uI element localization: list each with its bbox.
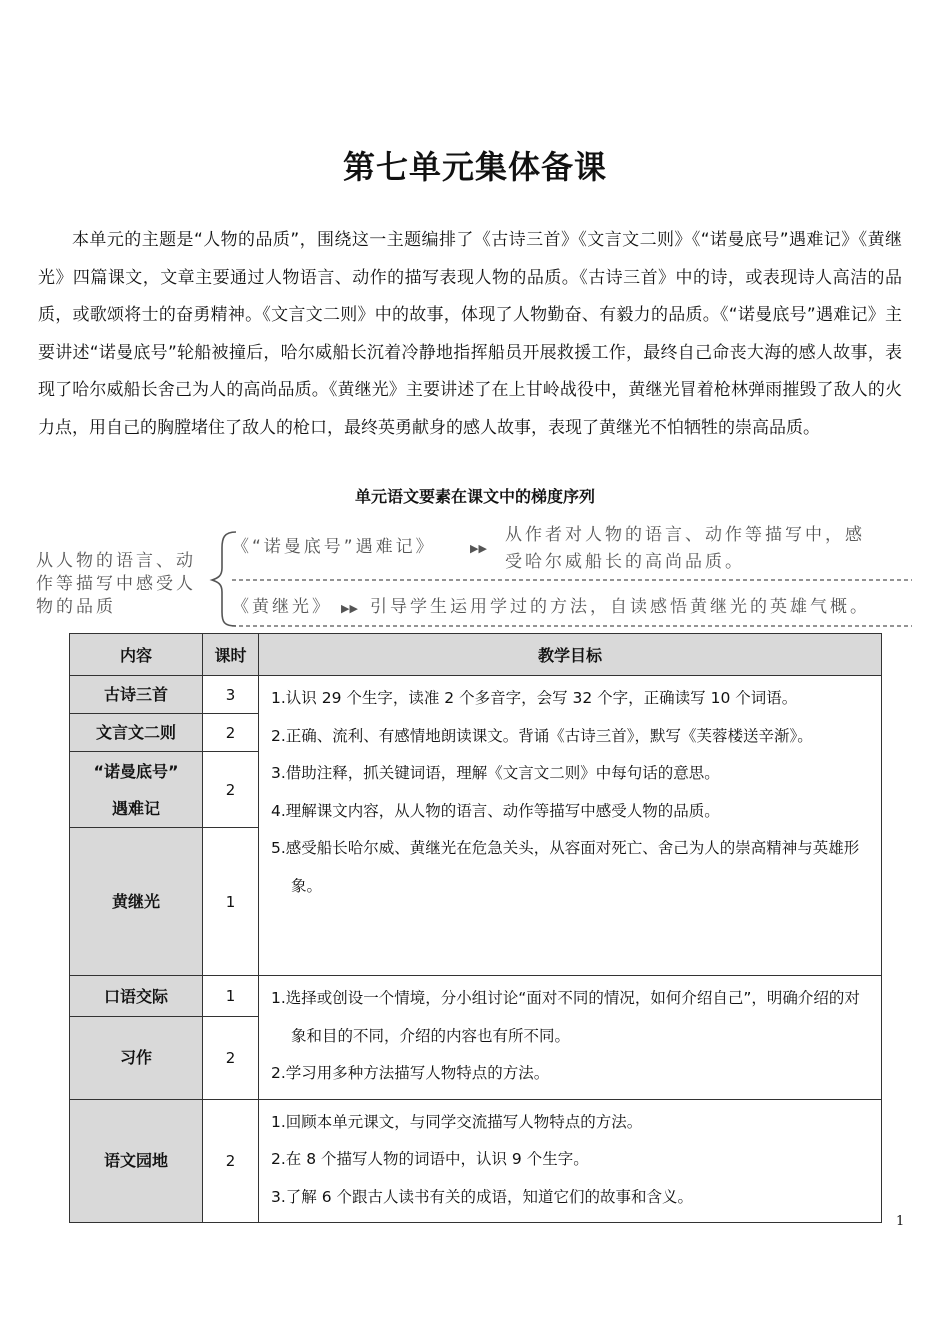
lesson-hours: 1 [203,828,259,976]
lesson-name-line: 遇难记 [111,798,160,818]
lesson-hours: 3 [203,676,259,714]
table-row [70,1099,882,1223]
branch1-line: 受哈尔威船长的高尚品质。 [505,552,745,572]
goals-cell [259,676,882,976]
lesson-name: 语文园地 [70,1099,203,1223]
lesson-hours: 2 [203,1017,259,1099]
goal-item: 1.回顾本单元课文，与同学交流描写人物特点的方法。 [271,1112,643,1131]
goals-cell [259,1099,882,1223]
lesson-hours: 2 [203,714,259,752]
document-title: 第七单元集体备课 [342,148,607,186]
goal-item: 2.学习用多种方法描写人物特点的方法。 [271,1064,550,1082]
diagram-root-line: 从人物的语言、动 [36,551,196,571]
lesson-hours: 1 [203,976,259,1017]
goal-item: 5.感受船长哈尔威、黄继光在危急关头，从容面对死亡、舍己为人的崇高精神与英雄形象。 [271,839,860,895]
goal-item: 3.了解 6 个跟古人读书有关的成语，知道它们的故事和含义。 [271,1187,694,1206]
branch1-title: 《“诺曼底号”遇难记》 [232,537,436,557]
branch1-line: 从作者对人物的语言、动作等描写中，感 [505,525,865,545]
branch2-text: 引导学生运用学过的方法，自读感悟黄继光的英雄气概。 [370,597,870,617]
header-goals: 教学目标 [259,634,882,676]
table-header-row [70,634,882,676]
table-row [70,976,882,1017]
table-row [70,676,882,714]
lesson-name-line: “诺曼底号” [93,761,179,781]
goal-item: 4.理解课文内容，从人物的语言、动作等描写中感受人物的品质。 [271,801,720,820]
goal-item: 1.选择或创设一个情境，分小组讨论“面对不同的情况，如何介绍自己”，明确介绍的对象和目的不同，介绍的内容也有所不同。 [271,989,860,1045]
lesson-hours: 2 [203,1099,259,1223]
arrow-icon: ▶▶ [341,602,358,615]
lesson-name: 习作 [70,1017,203,1099]
arrow-icon: ▶▶ [470,542,487,555]
header-content: 内容 [70,634,203,676]
goal-item: 2.正确、流利、有感情地朗读课文。背诵《古诗三首》，默写《芙蓉楼送辛渐》。 [271,726,813,745]
lesson-name: 文言文二则 [70,714,203,752]
gradient-sequence-diagram [0,516,950,631]
goal-item: 3.借助注释，抓关键词语，理解《文言文二则》中每句话的意思。 [271,764,720,782]
lesson-plan-table [69,633,882,1223]
diagram-root-line: 作等描写中感受人 [36,574,196,594]
lesson-name: 古诗三首 [70,676,203,714]
intro-paragraph: 本单元的主题是“人物的品质”，围绕这一主题编排了《古诗三首》《文言文二则》《“诺曼底号”遇难记》《黄继光》四篇课文，文章主要通过人物语言、动作的描写表现人物的品质。《古诗三首》中的诗，或表现诗人高洁的品质，或歌颂将士的奋勇精神。《文言文二则》中的故事，体现了人物勤奋、有毅力的品质。《“诺曼底号”遇难记》主要讲述“诺曼底号”轮船被撞后，哈尔威船长沉着冷静地指挥船员开展救援工作，最终自己命丧大海的感人故事，表现了哈尔威船长舍己为人的高尚品质。《黄继光》主要讲述了在上甘岭战役中，黄继光冒着枪林弹雨摧毁了敌人的火力点，用自己的胸膛堵住了敌人的枪口，最终英勇献身的感人故事，表现了黄继光不怕牺牲的崇高品质。 [38,230,902,438]
diagram-root-line: 物的品质 [36,597,116,617]
branch2-title: 《黄继光》 [232,597,332,617]
header-hours: 课时 [203,634,259,676]
section-subtitle: 单元语文要素在课文中的梯度序列 [354,487,595,506]
lesson-name [70,752,203,828]
lesson-name: 黄继光 [70,828,203,976]
goals-cell [259,976,882,1100]
goal-item: 1.认识 29 个生字，读准 2 个多音字，会写 32 个字，正确读写 10 个词语。 [271,689,798,707]
page-number: 1 [896,1214,905,1229]
goal-item: 2.在 8 个描写人物的词语中，认识 9 个生字。 [271,1150,589,1168]
lesson-name: 口语交际 [70,976,203,1017]
lesson-hours: 2 [203,752,259,828]
